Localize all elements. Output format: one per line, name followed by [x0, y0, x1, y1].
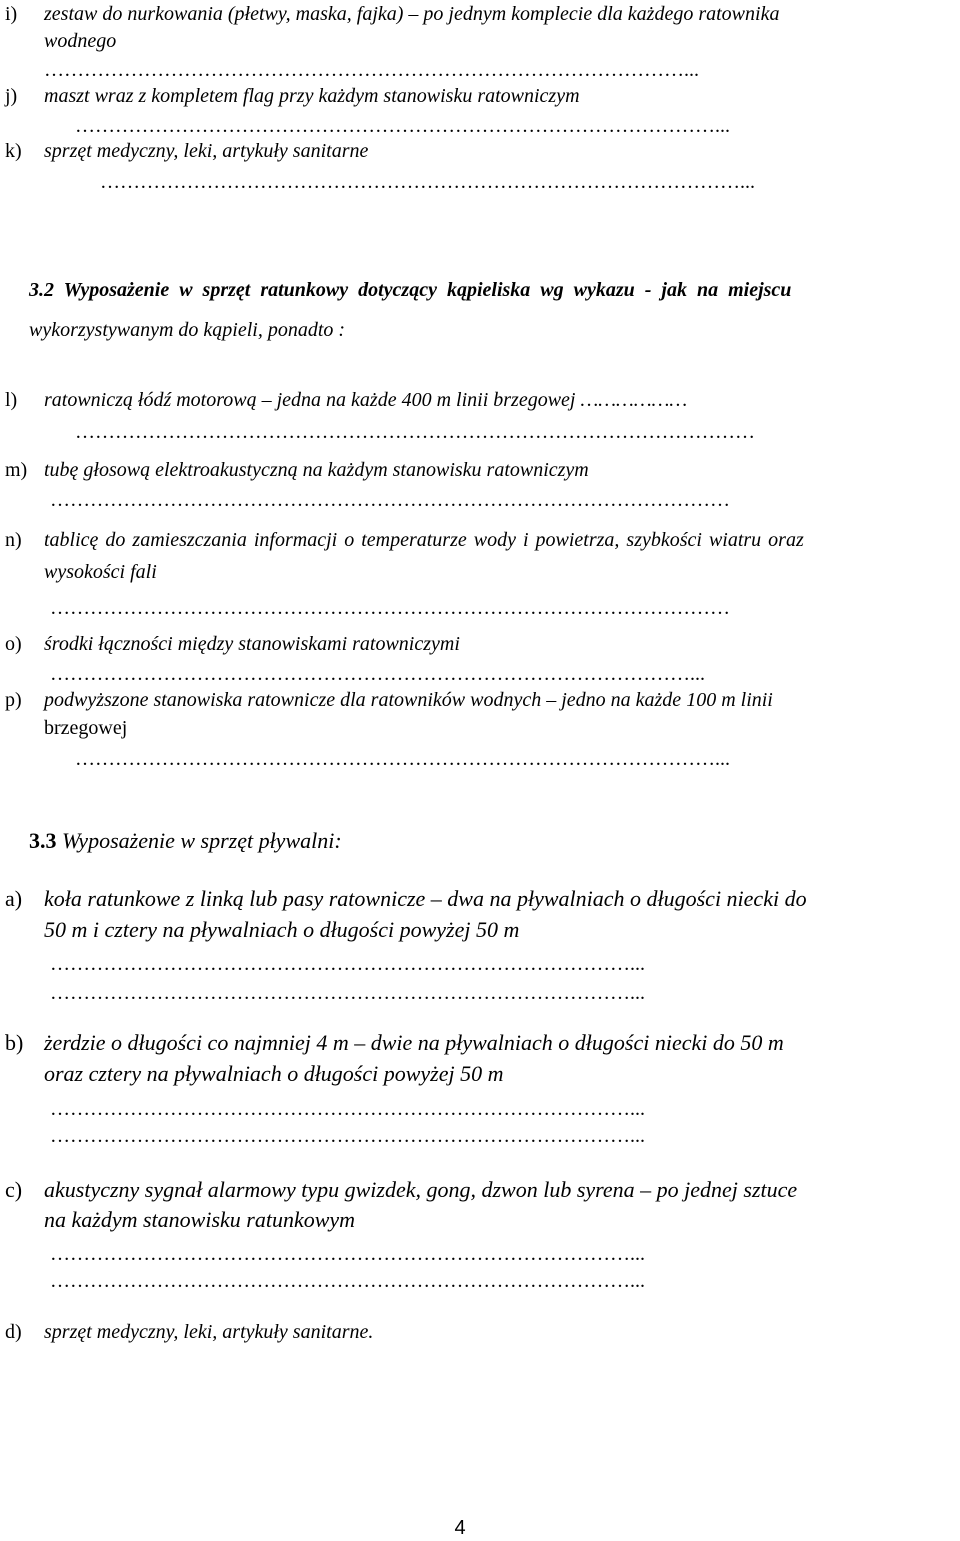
fill-in-dots: ………………………………………………………………………………………… — [75, 422, 755, 442]
item-text: koła ratunkowe z linką lub pasy ratownicze – dwa na pływalniach o długości niecki do — [44, 886, 807, 911]
item-label: l) — [5, 389, 18, 411]
item-label: m) — [5, 459, 28, 481]
item-label: n) — [5, 529, 22, 551]
page-number: 4 — [454, 1517, 466, 1539]
fill-in-dots: ……………………………………………………………………………... — [50, 1099, 645, 1119]
item-text: podwyższone stanowiska ratownicze dla ratowników wodnych – jedno na każde 100 m linii — [44, 689, 773, 711]
item-text: wysokości fali — [44, 561, 157, 583]
section-heading: 3.2 Wyposażenie w sprzęt ratunkowy dotyczący kąpieliska wg wykazu - jak na miejscu — [29, 279, 792, 301]
item-text: tubę głosową elektroakustyczną na każdym stanowisku ratowniczym — [44, 459, 589, 481]
item-label: b) — [5, 1030, 24, 1055]
item-label: j) — [5, 85, 18, 107]
fill-in-dots: ………………………………………………………………………………………… — [50, 598, 730, 618]
fill-in-dots: ……………………………………………………………………………………... — [75, 116, 730, 136]
fill-in-dots: ……………………………………………………………………………... — [50, 1244, 645, 1264]
item-label: p) — [5, 689, 22, 711]
item-text: zestaw do nurkowania (płetwy, maska, fajka) – po jednym komplecie dla każdego ratownika — [44, 3, 780, 25]
item-text: akustyczny sygnał alarmowy typu gwizdek, gong, dzwon lub syrena – po jednej sztuce — [44, 1177, 798, 1202]
item-text: brzegowej — [44, 717, 128, 739]
item-text: na każdym stanowisku ratunkowym — [44, 1207, 356, 1232]
item-text: wodnego — [44, 30, 117, 52]
item-label: a) — [5, 886, 23, 911]
item-text: ratowniczą łódź motorową – jedna na każde 400 m linii brzegowej ……………… — [44, 389, 688, 411]
fill-in-dots: ……………………………………………………………………………... — [50, 1271, 645, 1291]
item-text: maszt wraz z kompletem flag przy każdym stanowisku ratowniczym — [44, 85, 580, 107]
item-text: 50 m i cztery na pływalniach o długości powyżej 50 m — [44, 917, 520, 942]
fill-in-dots: ……………………………………………………………………………... — [50, 1126, 645, 1146]
fill-in-dots: ……………………………………………………………………………………... — [44, 60, 699, 80]
item-text: środki łączności między stanowiskami ratowniczymi — [44, 633, 460, 655]
item-label: o) — [5, 633, 22, 655]
fill-in-dots: ……………………………………………………………………………... — [50, 954, 645, 974]
section-heading-cont: wykorzystywanym do kąpieli, ponadto : — [29, 319, 346, 341]
item-text: oraz cztery na pływalniach o długości powyżej 50 m — [44, 1061, 504, 1086]
item-label: i) — [5, 3, 18, 25]
item-text: tablicę do zamieszczania informacji o temperaturze wody i powietrza, szybkości wiatru oraz — [44, 529, 804, 551]
fill-in-dots: ……………………………………………………………………………………... — [100, 172, 755, 192]
item-label: k) — [5, 140, 22, 162]
fill-in-dots: ……………………………………………………………………………………... — [50, 664, 705, 684]
section-heading: 3.3 Wyposażenie w sprzęt pływalni: — [29, 828, 342, 853]
item-text: sprzęt medyczny, leki, artykuły sanitarne — [44, 140, 369, 162]
fill-in-dots: ………………………………………………………………………………………… — [50, 490, 730, 510]
item-text: żerdzie o długości co najmniej 4 m – dwie na pływalniach o długości niecki do 50 m — [44, 1030, 784, 1055]
item-label: d) — [5, 1321, 22, 1343]
fill-in-dots: ……………………………………………………………………………... — [50, 983, 645, 1003]
section-heading-text: Wyposażenie w sprzęt pływalni: — [62, 828, 342, 853]
item-label: c) — [5, 1177, 23, 1202]
item-text: sprzęt medyczny, leki, artykuły sanitarne. — [44, 1321, 374, 1343]
fill-in-dots: ……………………………………………………………………………………... — [75, 749, 730, 769]
